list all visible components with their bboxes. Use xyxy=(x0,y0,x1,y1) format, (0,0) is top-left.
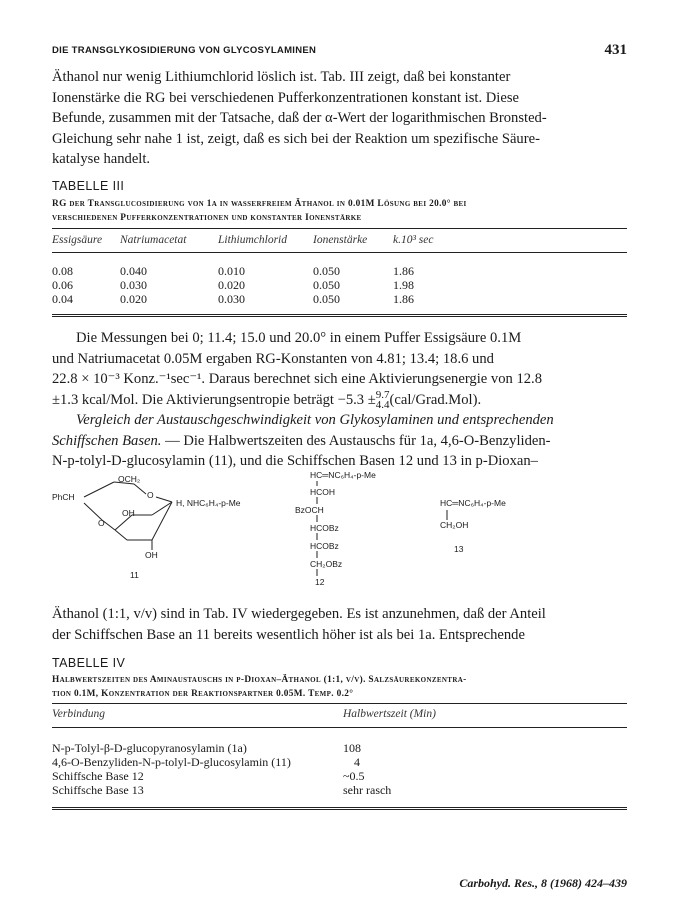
table-4-bottom-rule xyxy=(52,807,627,810)
paragraph-2 xyxy=(52,328,627,410)
table-3-cell: 0.030 xyxy=(120,278,147,292)
table-3-cell: 0.08 xyxy=(52,264,73,278)
table-4-header: Verbindung xyxy=(52,708,106,720)
table-4-cell: 4 xyxy=(354,755,360,769)
text-line: Vergleich der Austauschgeschwindigkeit von Glykosylaminen und entsprechenden xyxy=(76,412,554,428)
text-line: Gleichung sehr nahe 1 ist, zeigt, daß es sich bei der Reaktion um spezifische Säure- xyxy=(52,130,540,147)
text-line: und Natriumacetat 0.05M ergaben RG-Konstanten von 4.81; 13.4; 18.6 und xyxy=(52,350,494,367)
compound-label: 11 xyxy=(130,570,139,580)
table-4-cell: Schiffsche Base 12 xyxy=(52,769,144,783)
text-line: katalyse handelt. xyxy=(52,151,151,167)
chem-label: BzOCH xyxy=(295,505,324,515)
chem-label: O xyxy=(147,490,154,500)
table-4-top-rule xyxy=(52,703,627,704)
chem-label: HCOBz xyxy=(310,523,339,533)
caption-line: verschiedenen Pufferkonzentrationen und konstanter Ionenstärke xyxy=(52,213,362,223)
chem-label: OH xyxy=(145,550,158,560)
table-3-cell: 0.050 xyxy=(313,292,340,306)
structure-12 xyxy=(290,470,430,610)
table-4-cell: ~0.5 xyxy=(343,769,365,783)
table-3-header: Natriumacetat xyxy=(120,234,187,246)
table-3-header-rule xyxy=(52,252,627,253)
table-3-cell: 1.86 xyxy=(393,292,414,306)
table-4-cell: 108 xyxy=(343,741,361,755)
running-header xyxy=(52,42,627,62)
chem-label: OH xyxy=(122,508,135,518)
text-line: Äthanol nur wenig Lithiumchlorid löslich ist. Tab. III zeigt, daß bei konstanter xyxy=(52,69,511,85)
table-3-cell: 0.030 xyxy=(218,292,245,306)
table-3-header: Lithiumchlorid xyxy=(218,234,288,246)
text-line: Die Messungen bei 0; 11.4; 15.0 und 20.0° in einem Puffer Essigsäure 0.1M xyxy=(76,330,522,346)
structure-13 xyxy=(440,498,580,563)
table-3-top-rule xyxy=(52,228,627,229)
compound-label: 13 xyxy=(454,544,464,554)
paragraph-4 xyxy=(52,604,627,645)
chem-label: HC═NC₆H₄-p-Me xyxy=(310,470,376,480)
journal-citation: Carbohyd. Res., 8 (1968) 424–439 xyxy=(459,876,627,890)
text-line: der Schiffschen Base an 11 bereits wesentlich höher ist als bei 1a. Entsprechende xyxy=(52,626,525,643)
paragraph-1 xyxy=(52,67,627,170)
table-3-cell: 0.020 xyxy=(120,292,147,306)
table-3-header: k.10³ sec xyxy=(393,234,434,246)
page-number: 431 xyxy=(604,42,627,58)
table-3-header: Ionenstärke xyxy=(313,234,368,246)
table-3-header: Essigsäure xyxy=(52,234,103,246)
chem-label: HCOH xyxy=(310,487,336,497)
table-3-label: TABELLE III xyxy=(52,179,125,193)
caption-line: RG der Transglucosidierung von 1a in wasserfreiem Äthanol in 0.01M Lösung bei 20.0° bei xyxy=(52,199,467,209)
table-3-cell: 0.04 xyxy=(52,292,73,306)
table-3-caption xyxy=(52,197,627,225)
table-3-cell: 1.98 xyxy=(393,278,414,292)
structure-11-bonds xyxy=(52,470,282,585)
table-3-cell: 0.06 xyxy=(52,278,73,292)
chem-label: HC═NC₆H₄-p-Me xyxy=(440,498,506,508)
chem-label: OCH₂ xyxy=(118,474,141,484)
table-4-label: TABELLE IV xyxy=(52,656,126,670)
table-4-cell: N-p-Tolyl-β-D-glucopyranosylamin (1a) xyxy=(52,741,247,755)
table-3-cell: 0.050 xyxy=(313,278,340,292)
table-3-cell: 0.020 xyxy=(218,278,245,292)
table-4-cell: 4,6-O-Benzyliden-N-p-tolyl-D-glucosylamin (11) xyxy=(52,755,291,769)
chem-label: CH₂OBz xyxy=(310,559,343,569)
running-title: DIE TRANSGLYKOSIDIERUNG VON GLYCOSYLAMINEN xyxy=(52,45,317,56)
text-line: Ionenstärke die RG bei verschiedenen Pufferkonzentrationen konstant ist. Diese xyxy=(52,89,519,106)
table-3-cell: 0.050 xyxy=(313,264,340,278)
table-4-caption xyxy=(52,673,627,701)
caption-line: tion 0.1M, Konzentration der Reaktionspartner 0.05M. Temp. 0.2° xyxy=(52,689,354,699)
text-line: 22.8 × 10⁻³ Konz.⁻¹sec⁻¹. Daraus berechnet sich eine Aktivierungsenergie von 12.8 xyxy=(52,371,542,387)
caption-line: Halbwertszeiten des Aminaustauschs in p-Dioxan–Äthanol (1:1, v/v). Salzsäurekonzentra- xyxy=(52,675,467,685)
chem-label: O xyxy=(98,518,105,528)
text-line: Äthanol (1:1, v/v) sind in Tab. IV wiedergegeben. Es ist anzunehmen, daß der Anteil xyxy=(52,606,546,622)
table-4-cell: sehr rasch xyxy=(343,783,392,797)
text-line: N-p-tolyl-D-glucosylamin (11), und die Schiffschen Basen 12 und 13 in p-Dioxan– xyxy=(52,453,538,469)
chem-label: CH₂OH xyxy=(440,520,469,530)
table-4-cell: Schiffsche Base 13 xyxy=(52,783,144,797)
paragraph-3 xyxy=(52,410,627,472)
chem-label: H, NHC₆H₄-p-Me xyxy=(176,498,241,508)
compound-label: 12 xyxy=(315,577,325,587)
table-3-cell: 0.010 xyxy=(218,264,245,278)
text-line: ±1.3 kcal/Mol. Die Aktivierungsentropie beträgt −5.3 ± 9.7 4.4 (cal/Grad.Mol). xyxy=(52,389,482,412)
text-line: Schiffschen Basen. — Die Halbwertszeiten des Austauschs für 1a, 4,6-O-Benzyliden- xyxy=(52,432,551,449)
chem-label: PhCH xyxy=(52,492,75,502)
table-3-cell: 1.86 xyxy=(393,264,414,278)
chem-label: HCOBz xyxy=(310,541,339,551)
text-line: Befunde, zusammen mit der Tatsache, daß der α-Wert der logarithmischen Bronsted- xyxy=(52,110,547,126)
table-4-header-rule xyxy=(52,727,627,728)
table-4-header: Halbwertszeit (Min) xyxy=(343,708,436,720)
structure-11 xyxy=(52,470,282,585)
table-3-bottom-rule xyxy=(52,314,627,317)
table-3-cell: 0.040 xyxy=(120,264,147,278)
